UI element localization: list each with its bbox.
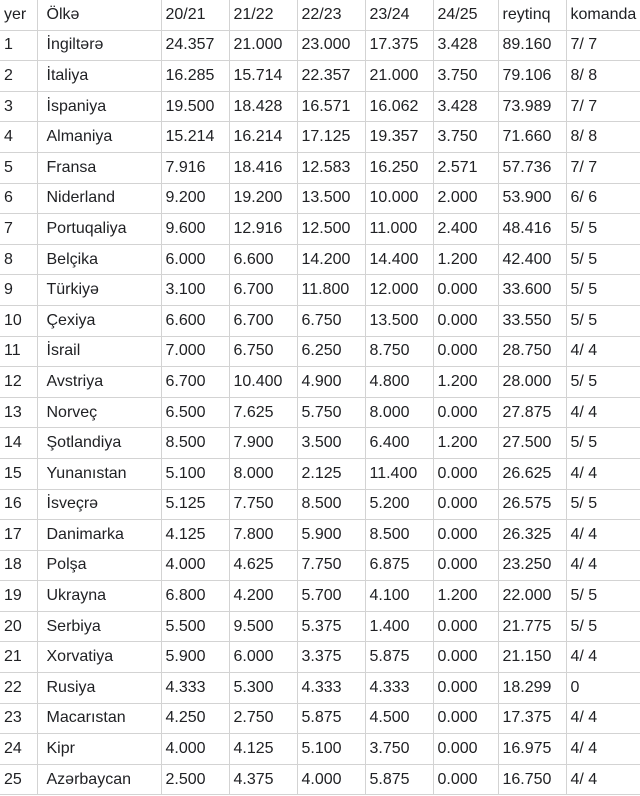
teams-cell: 5/ 5 <box>566 489 640 520</box>
country-cell: Niderland <box>37 183 161 214</box>
rating-cell: 89.160 <box>498 30 566 61</box>
season-2122-cell: 6.700 <box>229 305 297 336</box>
season-2324-cell: 4.100 <box>365 581 433 612</box>
table-row <box>0 673 640 704</box>
rank-cell: 4 <box>0 122 37 153</box>
rating-cell: 26.625 <box>498 458 566 489</box>
season-2122-cell: 16.214 <box>229 122 297 153</box>
country-cell: Çexiya <box>37 305 161 336</box>
country-cell: Serbiya <box>37 611 161 642</box>
season-2324-cell: 8.500 <box>365 520 433 551</box>
season-2021-cell: 4.125 <box>161 520 229 551</box>
season-2324-cell: 4.333 <box>365 673 433 704</box>
season-2425-cell: 0.000 <box>433 489 498 520</box>
country-cell: İngiltərə <box>37 30 161 61</box>
season-2021-cell: 6.600 <box>161 305 229 336</box>
country-cell: Yunanıstan <box>37 458 161 489</box>
country-cell: Polşa <box>37 550 161 581</box>
season-2021-cell: 5.125 <box>161 489 229 520</box>
season-2425-cell: 0.000 <box>433 550 498 581</box>
teams-cell: 7/ 7 <box>566 30 640 61</box>
table-row <box>0 152 640 183</box>
season-2324-cell: 11.000 <box>365 214 433 245</box>
teams-cell: 4/ 4 <box>566 520 640 551</box>
header-rating: reytinq <box>498 0 566 30</box>
rating-cell: 27.500 <box>498 428 566 459</box>
country-cell: Danimarka <box>37 520 161 551</box>
country-cell: Kipr <box>37 734 161 765</box>
season-2122-cell: 7.750 <box>229 489 297 520</box>
header-season-2425: 24/25 <box>433 0 498 30</box>
country-cell: Almaniya <box>37 122 161 153</box>
season-2324-cell: 14.400 <box>365 244 433 275</box>
season-2021-cell: 9.600 <box>161 214 229 245</box>
header-row <box>0 0 640 30</box>
rating-cell: 18.299 <box>498 673 566 704</box>
rating-cell: 57.736 <box>498 152 566 183</box>
table-row <box>0 458 640 489</box>
season-2425-cell: 0.000 <box>433 520 498 551</box>
season-2223-cell: 3.500 <box>297 428 365 459</box>
season-2223-cell: 5.100 <box>297 734 365 765</box>
rating-cell: 48.416 <box>498 214 566 245</box>
rank-cell: 16 <box>0 489 37 520</box>
season-2223-cell: 5.375 <box>297 611 365 642</box>
teams-cell: 5/ 5 <box>566 275 640 306</box>
teams-cell: 4/ 4 <box>566 642 640 673</box>
season-2021-cell: 5.500 <box>161 611 229 642</box>
season-2021-cell: 15.214 <box>161 122 229 153</box>
season-2021-cell: 4.000 <box>161 734 229 765</box>
country-cell: Macarıstan <box>37 703 161 734</box>
season-2223-cell: 5.900 <box>297 520 365 551</box>
season-2223-cell: 7.750 <box>297 550 365 581</box>
season-2223-cell: 23.000 <box>297 30 365 61</box>
rating-cell: 26.575 <box>498 489 566 520</box>
country-cell: Fransa <box>37 152 161 183</box>
season-2425-cell: 2.400 <box>433 214 498 245</box>
country-cell: Xorvatiya <box>37 642 161 673</box>
season-2425-cell: 1.200 <box>433 244 498 275</box>
rating-cell: 23.250 <box>498 550 566 581</box>
rating-cell: 79.106 <box>498 61 566 92</box>
table-body <box>0 30 640 795</box>
country-cell: Portuqaliya <box>37 214 161 245</box>
table-row <box>0 397 640 428</box>
season-2324-cell: 1.400 <box>365 611 433 642</box>
season-2122-cell: 7.800 <box>229 520 297 551</box>
season-2122-cell: 2.750 <box>229 703 297 734</box>
rating-cell: 16.975 <box>498 734 566 765</box>
table-header <box>0 0 640 30</box>
season-2324-cell: 13.500 <box>365 305 433 336</box>
season-2324-cell: 4.500 <box>365 703 433 734</box>
table-row <box>0 611 640 642</box>
table-row <box>0 367 640 398</box>
season-2425-cell: 1.200 <box>433 367 498 398</box>
rating-cell: 42.400 <box>498 244 566 275</box>
teams-cell: 4/ 4 <box>566 703 640 734</box>
season-2425-cell: 0.000 <box>433 703 498 734</box>
season-2425-cell: 0.000 <box>433 642 498 673</box>
rank-cell: 22 <box>0 673 37 704</box>
season-2223-cell: 13.500 <box>297 183 365 214</box>
season-2021-cell: 8.500 <box>161 428 229 459</box>
teams-cell: 7/ 7 <box>566 91 640 122</box>
season-2021-cell: 7.916 <box>161 152 229 183</box>
season-2223-cell: 11.800 <box>297 275 365 306</box>
season-2425-cell: 2.571 <box>433 152 498 183</box>
header-rank: yer <box>0 0 37 30</box>
header-country: Ölkə <box>37 0 161 30</box>
season-2324-cell: 21.000 <box>365 61 433 92</box>
rank-cell: 15 <box>0 458 37 489</box>
rank-cell: 11 <box>0 336 37 367</box>
teams-cell: 5/ 5 <box>566 367 640 398</box>
teams-cell: 4/ 4 <box>566 764 640 795</box>
rank-cell: 25 <box>0 764 37 795</box>
season-2324-cell: 6.400 <box>365 428 433 459</box>
table-row <box>0 91 640 122</box>
rating-cell: 22.000 <box>498 581 566 612</box>
table-row <box>0 489 640 520</box>
season-2122-cell: 4.125 <box>229 734 297 765</box>
season-2425-cell: 0.000 <box>433 336 498 367</box>
season-2021-cell: 7.000 <box>161 336 229 367</box>
season-2021-cell: 9.200 <box>161 183 229 214</box>
season-2425-cell: 0.000 <box>433 734 498 765</box>
country-cell: Azərbaycan <box>37 764 161 795</box>
season-2223-cell: 3.375 <box>297 642 365 673</box>
table-row <box>0 520 640 551</box>
season-2223-cell: 5.875 <box>297 703 365 734</box>
season-2425-cell: 3.750 <box>433 122 498 153</box>
season-2021-cell: 4.333 <box>161 673 229 704</box>
season-2122-cell: 18.428 <box>229 91 297 122</box>
season-2021-cell: 5.900 <box>161 642 229 673</box>
country-cell: İsveçrə <box>37 489 161 520</box>
table-row <box>0 428 640 459</box>
season-2324-cell: 3.750 <box>365 734 433 765</box>
season-2425-cell: 0.000 <box>433 305 498 336</box>
season-2324-cell: 12.000 <box>365 275 433 306</box>
header-teams: komanda <box>566 0 640 30</box>
season-2425-cell: 0.000 <box>433 458 498 489</box>
season-2021-cell: 5.100 <box>161 458 229 489</box>
rating-cell: 73.989 <box>498 91 566 122</box>
season-2425-cell: 3.428 <box>433 30 498 61</box>
season-2324-cell: 11.400 <box>365 458 433 489</box>
rating-cell: 21.150 <box>498 642 566 673</box>
table-row <box>0 305 640 336</box>
season-2324-cell: 8.750 <box>365 336 433 367</box>
season-2425-cell: 2.000 <box>433 183 498 214</box>
season-2223-cell: 5.750 <box>297 397 365 428</box>
table-row <box>0 30 640 61</box>
rating-cell: 16.750 <box>498 764 566 795</box>
teams-cell: 4/ 4 <box>566 458 640 489</box>
rating-cell: 28.750 <box>498 336 566 367</box>
teams-cell: 5/ 5 <box>566 611 640 642</box>
season-2021-cell: 4.000 <box>161 550 229 581</box>
season-2122-cell: 9.500 <box>229 611 297 642</box>
teams-cell: 8/ 8 <box>566 122 640 153</box>
season-2021-cell: 16.285 <box>161 61 229 92</box>
header-season-2223: 22/23 <box>297 0 365 30</box>
teams-cell: 4/ 4 <box>566 734 640 765</box>
season-2223-cell: 6.750 <box>297 305 365 336</box>
season-2223-cell: 6.250 <box>297 336 365 367</box>
table-row <box>0 764 640 795</box>
season-2425-cell: 0.000 <box>433 275 498 306</box>
season-2425-cell: 3.428 <box>433 91 498 122</box>
season-2223-cell: 12.583 <box>297 152 365 183</box>
rank-cell: 24 <box>0 734 37 765</box>
season-2223-cell: 22.357 <box>297 61 365 92</box>
teams-cell: 5/ 5 <box>566 581 640 612</box>
rating-cell: 17.375 <box>498 703 566 734</box>
teams-cell: 5/ 5 <box>566 428 640 459</box>
season-2021-cell: 4.250 <box>161 703 229 734</box>
country-cell: İspaniya <box>37 91 161 122</box>
rank-cell: 10 <box>0 305 37 336</box>
season-2122-cell: 21.000 <box>229 30 297 61</box>
season-2122-cell: 6.700 <box>229 275 297 306</box>
table-row <box>0 642 640 673</box>
season-2122-cell: 6.600 <box>229 244 297 275</box>
season-2122-cell: 6.000 <box>229 642 297 673</box>
season-2021-cell: 19.500 <box>161 91 229 122</box>
country-cell: Avstriya <box>37 367 161 398</box>
season-2223-cell: 17.125 <box>297 122 365 153</box>
rating-cell: 53.900 <box>498 183 566 214</box>
rating-cell: 71.660 <box>498 122 566 153</box>
country-cell: Rusiya <box>37 673 161 704</box>
rank-cell: 13 <box>0 397 37 428</box>
rank-cell: 14 <box>0 428 37 459</box>
season-2021-cell: 6.700 <box>161 367 229 398</box>
rank-cell: 19 <box>0 581 37 612</box>
rank-cell: 7 <box>0 214 37 245</box>
season-2021-cell: 6.800 <box>161 581 229 612</box>
season-2122-cell: 6.750 <box>229 336 297 367</box>
country-cell: Ukrayna <box>37 581 161 612</box>
season-2122-cell: 15.714 <box>229 61 297 92</box>
season-2324-cell: 5.875 <box>365 764 433 795</box>
rating-cell: 28.000 <box>498 367 566 398</box>
season-2122-cell: 5.300 <box>229 673 297 704</box>
rating-cell: 26.325 <box>498 520 566 551</box>
country-cell: İsrail <box>37 336 161 367</box>
teams-cell: 5/ 5 <box>566 244 640 275</box>
season-2324-cell: 8.000 <box>365 397 433 428</box>
season-2021-cell: 3.100 <box>161 275 229 306</box>
table-row <box>0 275 640 306</box>
season-2324-cell: 16.250 <box>365 152 433 183</box>
rank-cell: 23 <box>0 703 37 734</box>
season-2122-cell: 4.625 <box>229 550 297 581</box>
rank-cell: 18 <box>0 550 37 581</box>
header-season-2021: 20/21 <box>161 0 229 30</box>
table-row <box>0 581 640 612</box>
season-2425-cell: 0.000 <box>433 611 498 642</box>
season-2223-cell: 14.200 <box>297 244 365 275</box>
season-2223-cell: 8.500 <box>297 489 365 520</box>
season-2122-cell: 10.400 <box>229 367 297 398</box>
country-cell: Belçika <box>37 244 161 275</box>
season-2021-cell: 6.000 <box>161 244 229 275</box>
season-2324-cell: 5.875 <box>365 642 433 673</box>
rank-cell: 2 <box>0 61 37 92</box>
rank-cell: 8 <box>0 244 37 275</box>
table-row <box>0 336 640 367</box>
rating-cell: 33.550 <box>498 305 566 336</box>
rank-cell: 3 <box>0 91 37 122</box>
season-2122-cell: 12.916 <box>229 214 297 245</box>
season-2425-cell: 0.000 <box>433 673 498 704</box>
rank-cell: 12 <box>0 367 37 398</box>
season-2021-cell: 24.357 <box>161 30 229 61</box>
season-2021-cell: 2.500 <box>161 764 229 795</box>
season-2324-cell: 16.062 <box>365 91 433 122</box>
season-2425-cell: 3.750 <box>433 61 498 92</box>
country-cell: Norveç <box>37 397 161 428</box>
rank-cell: 5 <box>0 152 37 183</box>
season-2122-cell: 19.200 <box>229 183 297 214</box>
season-2324-cell: 6.875 <box>365 550 433 581</box>
teams-cell: 5/ 5 <box>566 305 640 336</box>
rating-cell: 27.875 <box>498 397 566 428</box>
season-2122-cell: 7.625 <box>229 397 297 428</box>
table-row <box>0 61 640 92</box>
season-2324-cell: 10.000 <box>365 183 433 214</box>
teams-cell: 4/ 4 <box>566 550 640 581</box>
season-2223-cell: 2.125 <box>297 458 365 489</box>
season-2425-cell: 0.000 <box>433 764 498 795</box>
season-2122-cell: 4.375 <box>229 764 297 795</box>
header-season-2122: 21/22 <box>229 0 297 30</box>
season-2223-cell: 4.900 <box>297 367 365 398</box>
teams-cell: 7/ 7 <box>566 152 640 183</box>
table-row <box>0 734 640 765</box>
country-cell: Şotlandiya <box>37 428 161 459</box>
season-2223-cell: 4.000 <box>297 764 365 795</box>
table-row <box>0 703 640 734</box>
teams-cell: 8/ 8 <box>566 61 640 92</box>
season-2021-cell: 6.500 <box>161 397 229 428</box>
season-2324-cell: 5.200 <box>365 489 433 520</box>
table-row <box>0 214 640 245</box>
teams-cell: 5/ 5 <box>566 214 640 245</box>
season-2122-cell: 4.200 <box>229 581 297 612</box>
rank-cell: 9 <box>0 275 37 306</box>
table-row <box>0 244 640 275</box>
season-2223-cell: 4.333 <box>297 673 365 704</box>
table-row <box>0 550 640 581</box>
season-2425-cell: 1.200 <box>433 428 498 459</box>
rating-cell: 21.775 <box>498 611 566 642</box>
rating-cell: 33.600 <box>498 275 566 306</box>
rank-cell: 20 <box>0 611 37 642</box>
teams-cell: 4/ 4 <box>566 336 640 367</box>
season-2324-cell: 4.800 <box>365 367 433 398</box>
season-2324-cell: 17.375 <box>365 30 433 61</box>
country-cell: Türkiyə <box>37 275 161 306</box>
season-2324-cell: 19.357 <box>365 122 433 153</box>
table-row <box>0 183 640 214</box>
rank-cell: 17 <box>0 520 37 551</box>
season-2223-cell: 5.700 <box>297 581 365 612</box>
season-2122-cell: 7.900 <box>229 428 297 459</box>
season-2122-cell: 8.000 <box>229 458 297 489</box>
teams-cell: 0 <box>566 673 640 704</box>
rank-cell: 1 <box>0 30 37 61</box>
table-row <box>0 122 640 153</box>
teams-cell: 4/ 4 <box>566 397 640 428</box>
rank-cell: 21 <box>0 642 37 673</box>
season-2425-cell: 1.200 <box>433 581 498 612</box>
season-2223-cell: 16.571 <box>297 91 365 122</box>
season-2122-cell: 18.416 <box>229 152 297 183</box>
season-2425-cell: 0.000 <box>433 397 498 428</box>
rank-cell: 6 <box>0 183 37 214</box>
header-season-2324: 23/24 <box>365 0 433 30</box>
teams-cell: 6/ 6 <box>566 183 640 214</box>
season-2223-cell: 12.500 <box>297 214 365 245</box>
country-cell: İtaliya <box>37 61 161 92</box>
